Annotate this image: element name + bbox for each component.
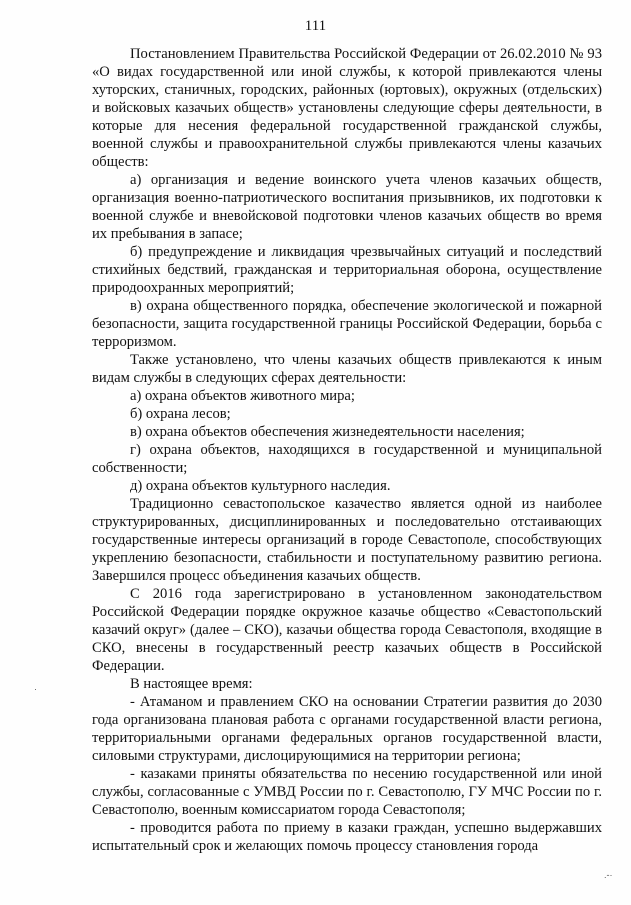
document-body	[92, 45, 602, 855]
list-item-d-other: г) охрана объектов, находящихся в государственной и муниципальной собственности;	[92, 442, 602, 476]
page-number: 111	[304, 18, 327, 34]
list-item-b-other: б) охрана лесов;	[130, 406, 231, 422]
bullet-obligations: - казаками приняты обязательства по несению государственной или иной службы, согласованные с УМВД России по г. Севастополю, ГУ МЧС России по г. Севастополю, военным комиссариатом города Севастополя;	[92, 766, 602, 818]
list-item-c-other: в) охрана объектов обеспечения жизнедеятельности населения;	[130, 424, 525, 440]
list-item-e-other: д) охрана объектов культурного наследия.	[130, 478, 391, 494]
bullet-admission: - проводится работа по приему в казаки граждан, успешно выдержавших испытательный срок и желающих помочь процессу становления города	[92, 820, 602, 854]
scan-mark: ·	[34, 684, 37, 694]
list-item-a-service: а) организация и ведение воинского учета членов казачьих обществ, организация военно-патриотического воспитания призывников, их подготовки к военной службе и вневойсковой подготовки членов казачьих обществ во время их пребывания в запасе;	[92, 172, 602, 242]
bullet-strategy: - Атаманом и правлением СКО на основании Стратегии развития до 2030 года организована плановая работа с органами государственной власти региона, территориальными органами федеральных органов государственной власти, силовыми структурами, дислоцирующимися на территории региона;	[92, 694, 602, 764]
list-item-a-other: а) охрана объектов животного мира;	[130, 388, 355, 404]
paragraph-tradition: Традиционно севастопольское казачество является одной из наиболее структурированных, дисциплинированных и последовательно отстаивающих государственные интересы организаций в городе Севастополе, способствующих укреплению безопасности, стабильности и поступательному развитию региона. Завершился процесс объединения казачьих обществ.	[92, 496, 602, 584]
paragraph-current-time: В настоящее время:	[130, 676, 253, 692]
paragraph-2016: С 2016 года зарегистрировано в установленном законодательством Российской Федерации порядке окружное казачье общество «Севастопольский казачий округ» (далее – СКО), казачьи общества города Севастополя, входящие в СКО, внесены в государственный реестр казачьих обществ в Российской Федерации.	[92, 586, 602, 674]
paragraph-other-service: Также установлено, что члены казачьих обществ привлекаются к иным видам службы в следующих сферах деятельности:	[92, 352, 602, 386]
list-item-b-service: б) предупреждение и ликвидация чрезвычайных ситуаций и последствий стихийных бедствий, гражданская и территориальная оборона, осуществление природоохранных мероприятий;	[92, 244, 602, 296]
paragraph-intro: Постановлением Правительства Российской Федерации от 26.02.2010 № 93 «О видах государственной или иной службы, к которой привлекаются члены хуторских, станичных, городских, районных (юртовых), окружных (отдельских) и войсковых казачьих обществ» установлены следующие сферы деятельности, в которые для несения федеральной государственной гражданской службы, военной службы и правоохранительной службы привлекаются члены казачьих обществ:	[92, 46, 602, 170]
list-item-c-service: в) охрана общественного порядка, обеспечение экологической и пожарной безопасности, защита государственной границы Российской Федерации, борьба с терроризмом.	[92, 298, 602, 350]
scan-mark: .-·	[604, 870, 613, 880]
